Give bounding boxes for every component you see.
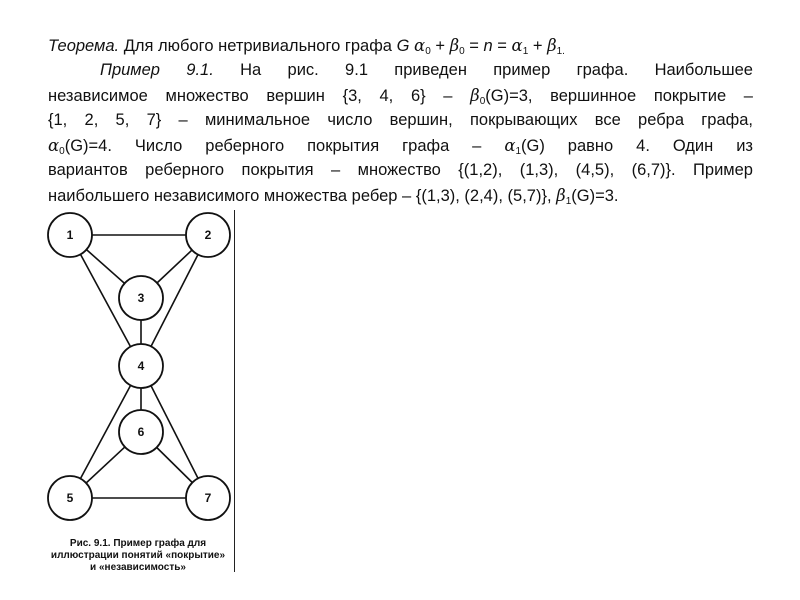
example-line-3: {1, 2, 5, 7} – минимальное число вершин, покрывающих все ребра графа, bbox=[48, 111, 753, 129]
node-1-label: 1 bbox=[66, 228, 74, 242]
theorem-line: Теорема. Для любого нетривиального графа G $\alpha_0 + \beta_0 = n = \alpha_1 + \beta_{1.}$ bbox=[48, 36, 565, 57]
theorem-text: Для любого нетривиального графа bbox=[123, 37, 392, 55]
node-4-label: 4 bbox=[137, 359, 145, 373]
example-line-6: наибольшего независимого множества ребер – {(1,3), (2,4), (5,7)}, $\beta_1(G)=3$. bbox=[48, 186, 619, 207]
caption-line-3: и «независимость» bbox=[90, 562, 186, 573]
caption-line-2: иллюстрации понятий «покрытие» bbox=[50, 550, 226, 561]
example-label: Пример 9.1. bbox=[100, 61, 214, 79]
example-line-2: независимое множество вершин {3, 4, $6\} - \beta_0(G)=3$, вершинное покрытие – bbox=[48, 86, 753, 107]
node-2-label: 2 bbox=[204, 228, 212, 242]
node-7-label: 7 bbox=[204, 491, 212, 505]
example-line-4: $\alpha_0(G)=4$. Число реберного покрытия графа – $\alpha_1(G)$ равно 4. Один из bbox=[48, 136, 753, 157]
example-line-1: Пример 9.1. На рис. 9.1 приведен пример графа. Наибольшее bbox=[100, 61, 753, 79]
example-line-5: вариантов реберного покрытия – множество {(1,2), (1,3), (4,5), (6,7)}. Пример bbox=[48, 161, 753, 179]
node-6-label: 6 bbox=[137, 425, 145, 439]
node-5-label: 5 bbox=[66, 491, 74, 505]
figure-caption bbox=[40, 538, 236, 574]
caption-line-1: Рис. 9.1. Пример графа для bbox=[69, 538, 207, 549]
theorem-label: Теорема. bbox=[48, 37, 120, 55]
node-3-label: 3 bbox=[137, 291, 145, 305]
